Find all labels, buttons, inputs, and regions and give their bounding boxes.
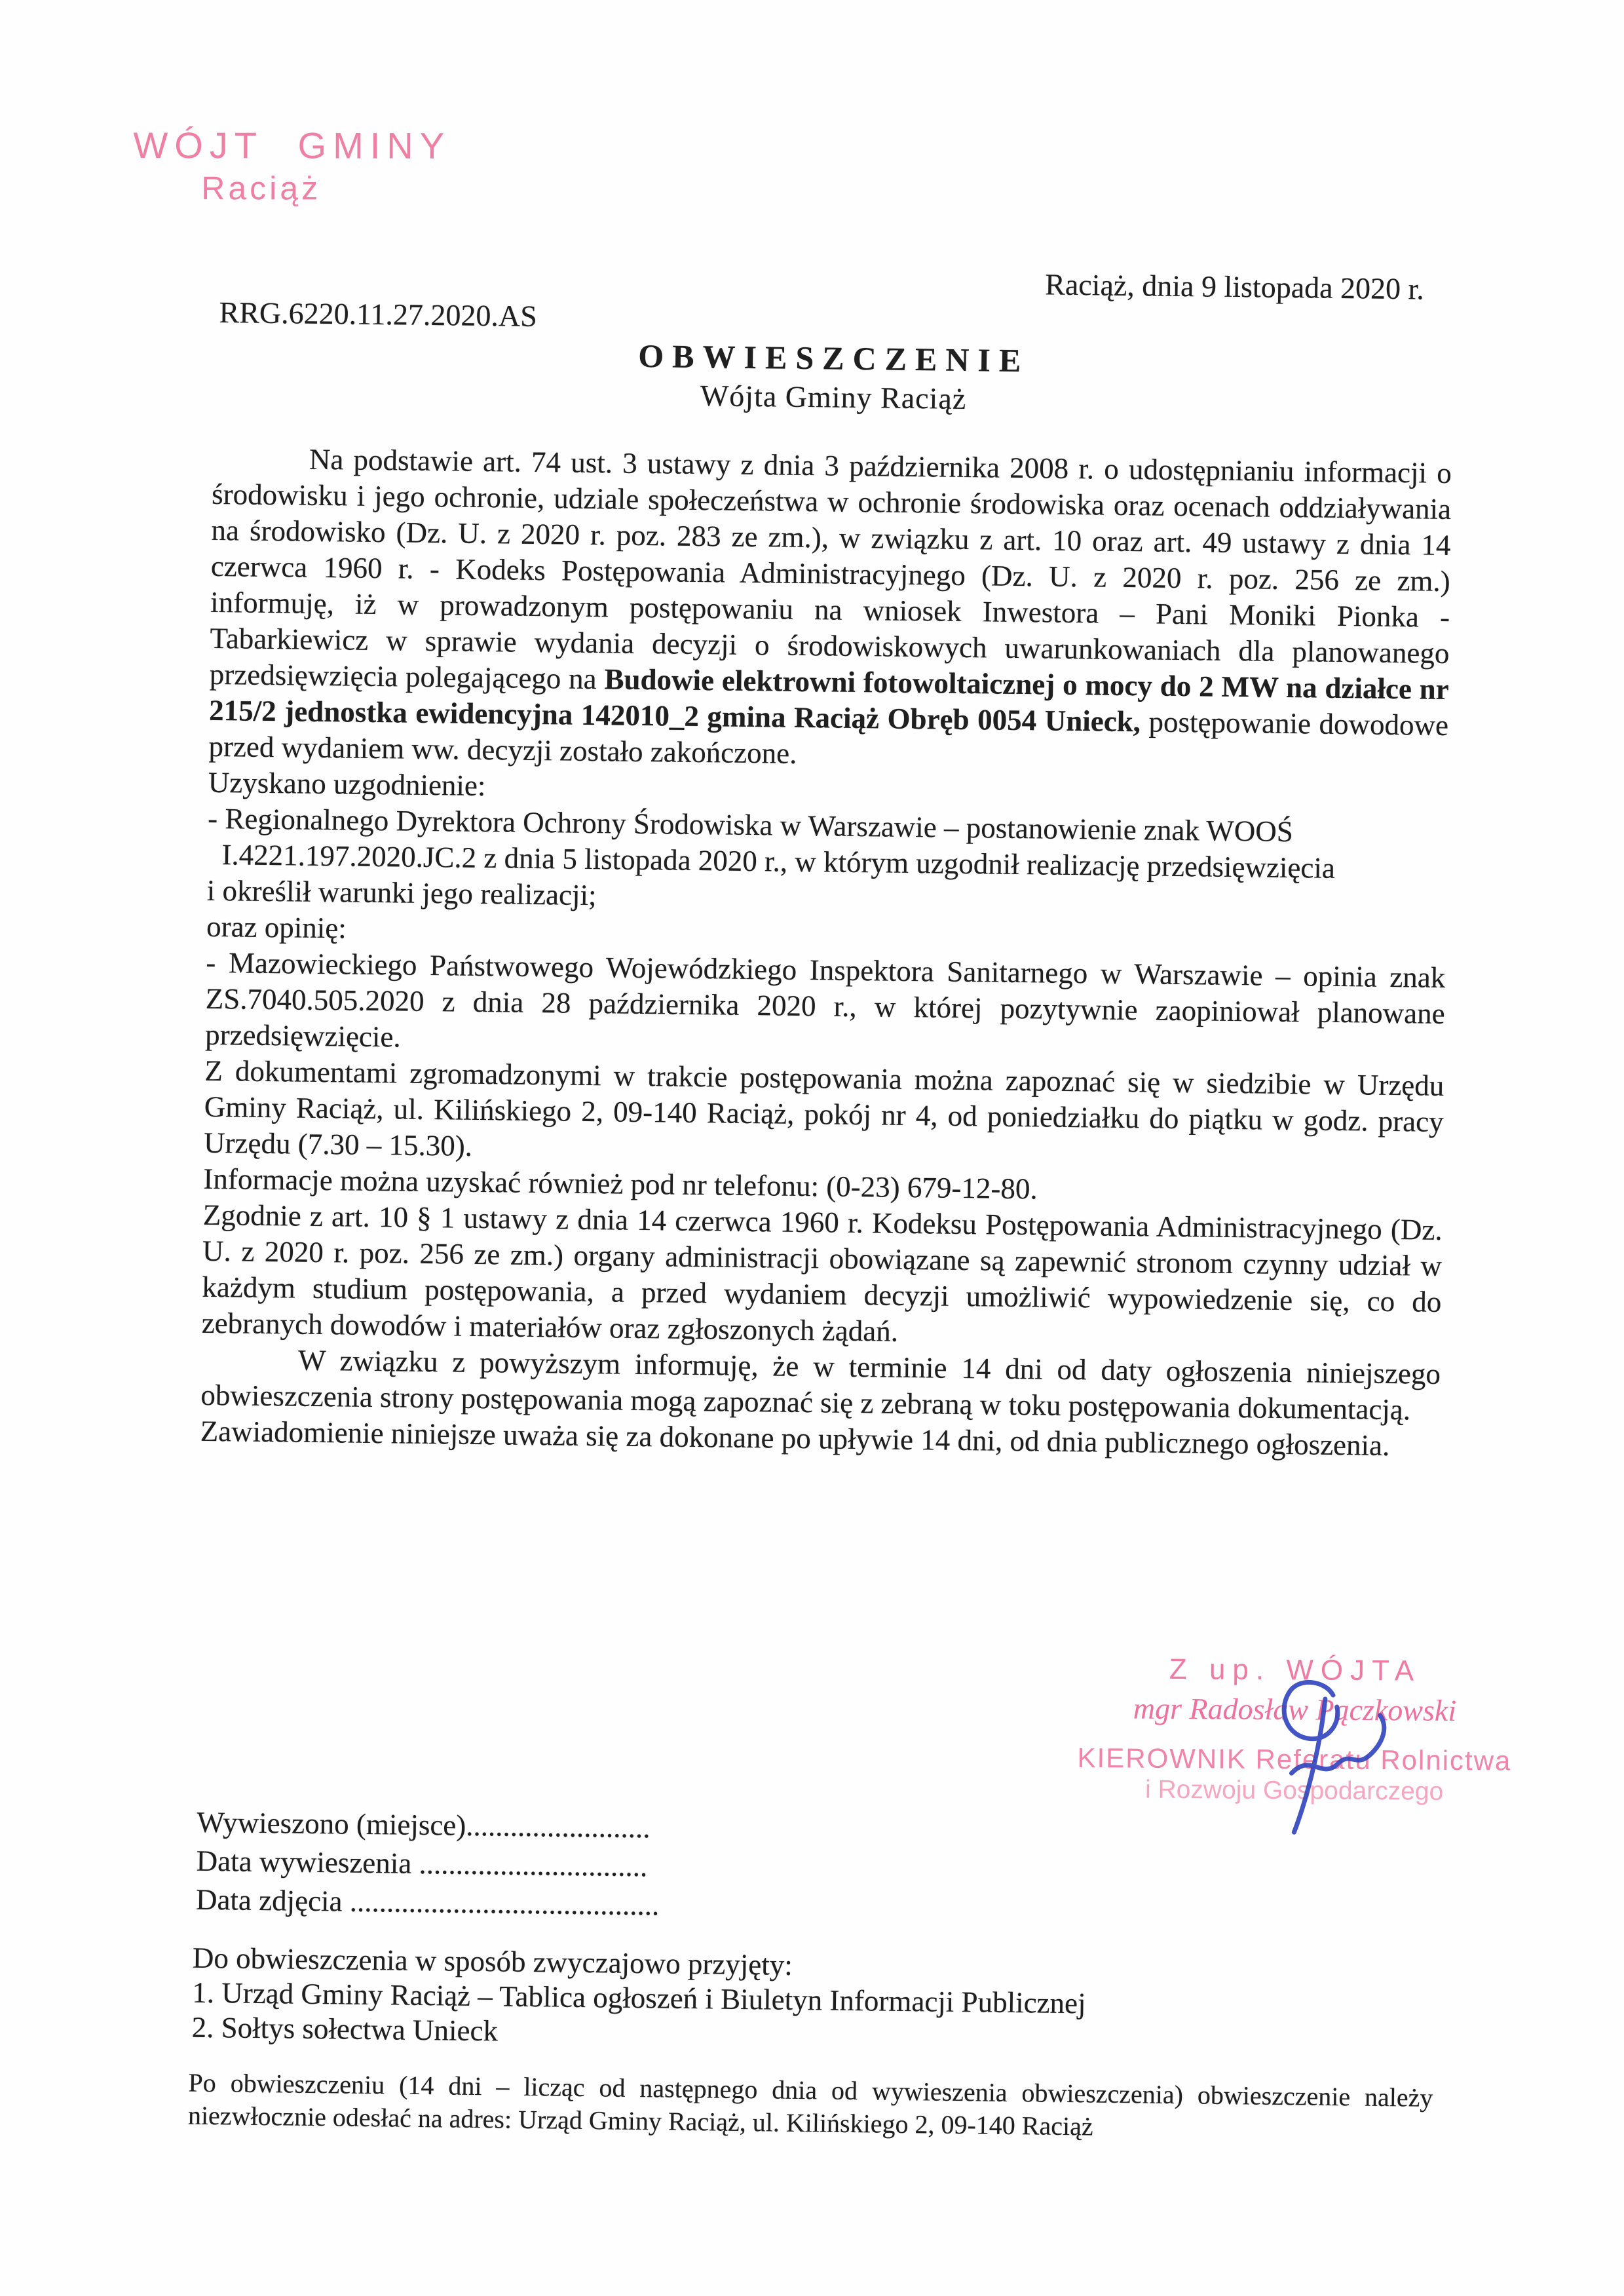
legal-basis-paragraph bbox=[208, 440, 1452, 780]
body-text bbox=[200, 440, 1452, 1464]
place-date-line: Raciąż, dnia 9 listopada 2020 r. bbox=[1044, 267, 1425, 306]
phone-info-line: Informacje można uzyskać również pod nr telefonu: (0-23) 679-12-80. bbox=[203, 1162, 1038, 1206]
project-name-bold: Budowie elektrowni fotowoltaicznej o mocy do 2 MW na działce nr 215/2 jednostka ewidencyjna 142010_2 gmina Raciąż Obręb 0054 Unieck, bbox=[208, 662, 1450, 738]
closing-paragraph: Zawiadomienie niniejsze uważa się za dokonane po upływie 14 dni, od dnia publicznego ogłoszenia. bbox=[200, 1414, 1390, 1462]
documents-access-paragraph: Z dokumentami zgromadzonymi w trakcie postępowania można zapoznać się w siedzibie w Urzędu Gminy Raciąż, ul. Kilińskiego 2, 09-140 Raciąż, pokój nr 4, od poniedziałku do piątku w godz. pracy Urzędu (7.30 – 15.30). bbox=[203, 1054, 1445, 1162]
distribution-block bbox=[191, 1941, 1086, 2056]
distribution-item-1: 1. Urząd Gminy Raciąż – Tablica ogłoszeń i Biuletyn Informacji Publicznej bbox=[191, 1976, 1086, 2020]
handwritten-signature bbox=[1228, 1673, 1407, 1839]
posting-place-line: Wywieszono (miejsce)......................... bbox=[197, 1805, 651, 1845]
posting-date-line: Data wywieszenia ............................... bbox=[196, 1844, 648, 1883]
stamp-office-place: Raciąż bbox=[201, 170, 322, 207]
sanitary-opinion-paragraph: - Mazowieckiego Państwowego Wojewódzkiego Inspektora Sanitarnego w Warszawie – opinia znak ZS.7040.505.2020 z dnia 28 października 2020 r., w której pozytywnie zaopiniował planowane przedsięwzięcie. bbox=[204, 946, 1446, 1054]
reference-number: RRG.6220.11.27.2020.AS bbox=[219, 296, 538, 333]
stamp-signer-name: mgr Radosław Pączkowski bbox=[1133, 1691, 1457, 1727]
agreements-intro-line: Uzyskano uzgodnienie: bbox=[208, 765, 486, 803]
stamp-signer-title-line-2: i Rozwoju Gospodarczego bbox=[1144, 1775, 1444, 1806]
kpa-rights-paragraph: Zgodnie z art. 10 § 1 ustawy z dnia 14 czerwca 1960 r. Kodeksu Postępowania Administracyjnego (Dz. U. z 2020 r. poz. 256 ze zm.) organy administracji obowiązane są zapewnić stronom czynny udział w każdym studium postępowania, a przed wydaniem decyzji umożliwić wypowiedzenie się, co do zebranych dowodów i materiałów oraz zgłoszonych żądań. bbox=[201, 1198, 1443, 1348]
page-subtitle: Wójta Gminy Raciąż bbox=[700, 379, 967, 415]
stamp-authorization-line: Z up. WÓJTA bbox=[1169, 1653, 1422, 1687]
removal-date-line: Data zdjęcia .......................................... bbox=[195, 1883, 660, 1922]
stamp-office-name: WÓJT GMINY bbox=[133, 124, 451, 166]
rdos-agreement-line-2: I.4221.197.2020.JC.2 z dnia 5 listopada 2020 r., w którym uzgodnił realizację przedsięwzięcia bbox=[221, 838, 1336, 885]
rdos-agreement-line-3: i określił warunki jego realizacji; bbox=[206, 873, 597, 912]
distribution-heading: Do obwieszczenia w sposób zwyczajowo przyjęty: bbox=[192, 1941, 793, 1981]
announcement-term-paragraph: W związku z powyższym informuję, że w terminie 14 dni od daty ogłoszenia niniejszego obwieszczenia strony postępowania mogą zapoznać się z zebraną w toku postępowania dokumentacją. bbox=[200, 1343, 1441, 1426]
posting-block bbox=[196, 1803, 660, 1925]
stamp-signer-title-line-1: KIEROWNIK Referatu Rolnictwa bbox=[1077, 1742, 1512, 1776]
legal-basis-tail: postępowanie dowodowe przed wydaniem ww. decyzji zostało zakończone. bbox=[208, 705, 1449, 770]
legal-basis-text: Na podstawie art. 74 ust. 3 ustawy z dnia 3 października 2008 r. o udostępnianiu informacji o środowisku i jego ochronie, udziale społeczeństwa w ochronie środowiska oraz ocenach oddziaływania na środowisko (Dz. U. z 2020 r. poz. 283 ze zm.), w związku z art. 10 oraz art. 49 ustawy z dnia 14 czerwca 1960 r. - Kodeks Postępowania Administracyjnego (Dz. U. z 2020 r. poz. 256 ze zm.) informuję, iż w prowadzonym postępowaniu na wniosek Inwestora – Pani Moniki Pionka - Tabarkiewicz w sprawie wydania decyzji o środowiskowych uwarunkowaniach dla planowanego przedsięwzięcia polegającego na bbox=[209, 442, 1452, 696]
rdos-agreement-line-1: - Regionalnego Dyrektora Ochrony Środowiska w Warszawie – postanowienie znak WOOŚ bbox=[207, 801, 1294, 849]
municipal-office-stamp bbox=[133, 124, 451, 208]
page-title: OBWIESZCZENIE bbox=[638, 337, 1030, 379]
opinion-intro-line: oraz opinię: bbox=[206, 909, 347, 945]
distribution-item-2: 2. Sołtys sołectwa Unieck bbox=[191, 2010, 499, 2048]
footnote-paragraph: Po obwieszczeniu (14 dni – licząc od następnego dnia od wywieszenia obwieszczenia) obwieszczenie należy niezwłocznie odesłać na adres: Urząd Gminy Raciąż, ul. Kilińskiego 2, 09-140 Raciąż bbox=[187, 2067, 1433, 2141]
